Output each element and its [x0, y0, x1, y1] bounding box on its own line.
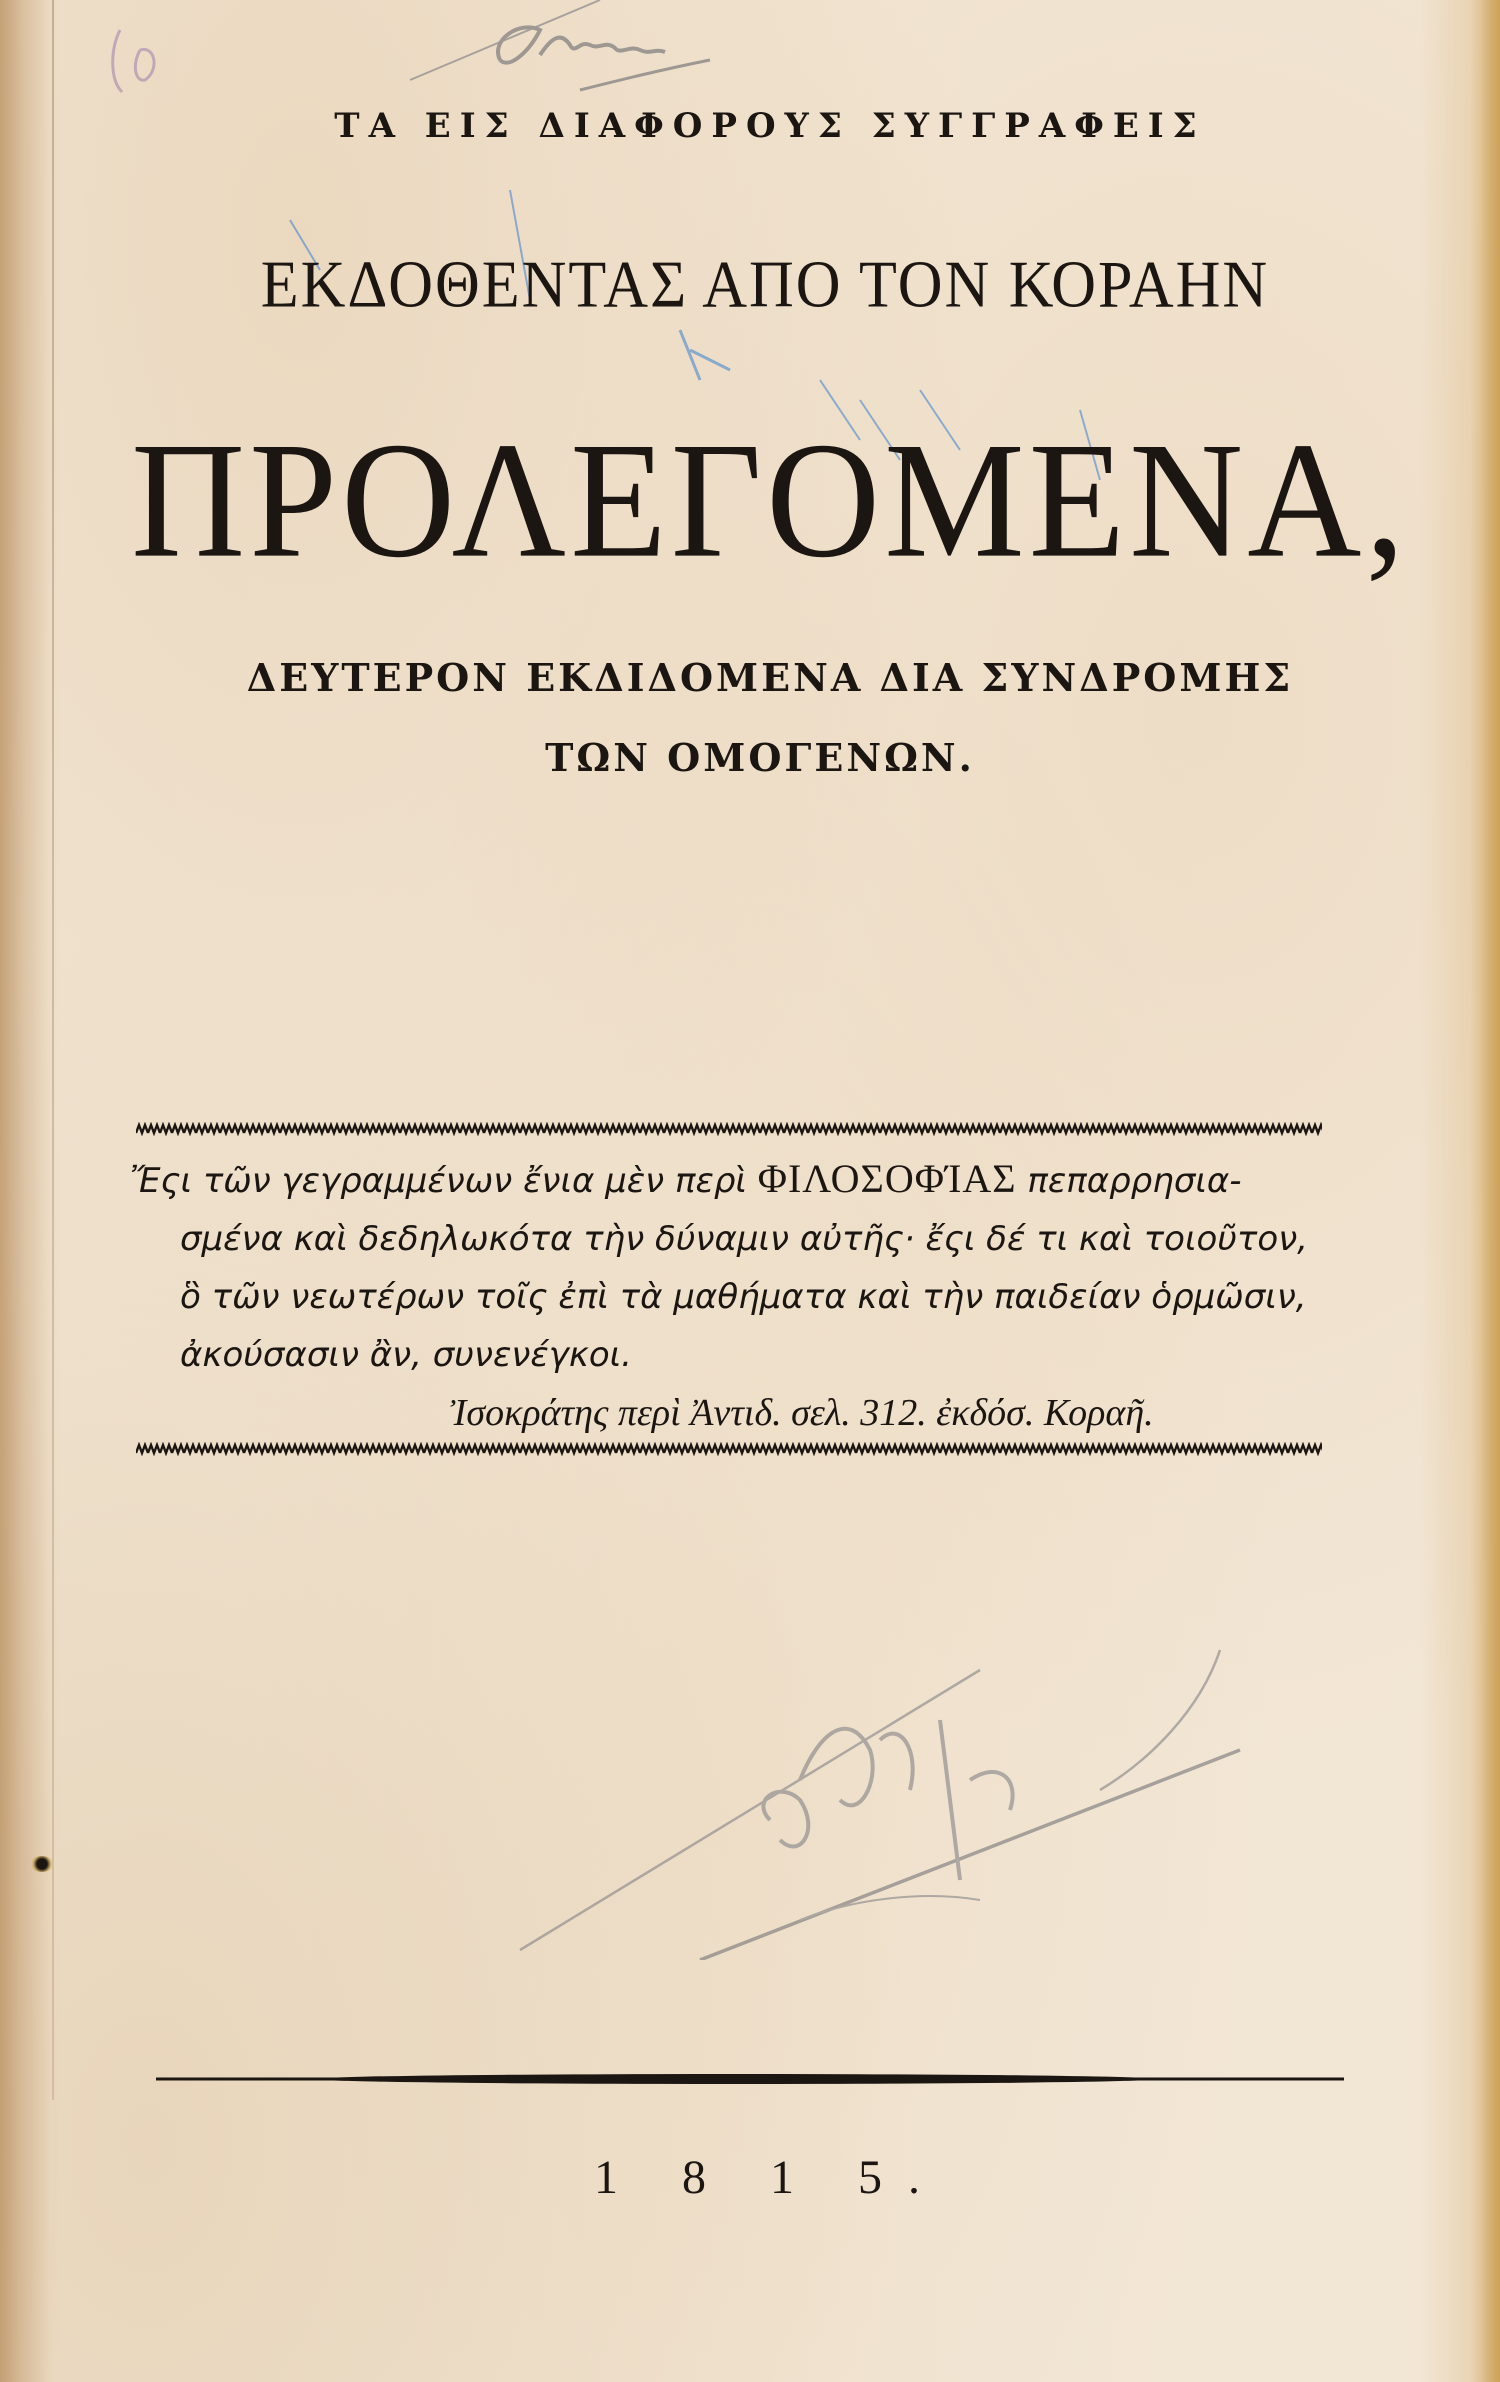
subtitle-line-2: ΤΩΝ ΟΜΟΓΕΝΩΝ. [545, 735, 975, 780]
pencil-signature-icon [380, 0, 900, 100]
violet-stamp-mark [100, 20, 180, 100]
epigraph [130, 1150, 1350, 1442]
left-edge-stain [0, 0, 50, 2382]
wavy-divider-bottom [136, 1442, 1322, 1456]
wavy-divider-top [136, 1122, 1322, 1136]
header-line: ΤΑ ΕΙΣ ΔΙΑΦΟΡΟΥΣ ΣΥΓΓΡΑΦΕΙΣ [334, 106, 1206, 146]
right-edge-stain [1470, 0, 1500, 2382]
epigraph-line-4: ἀκούσασιν ἂν, συνενέγκοι. [180, 1335, 632, 1375]
ink-spot [30, 1856, 54, 1872]
page-title: ΠΡΟΛΕΓΟΜΕΝΑ, [131, 408, 1409, 593]
epigraph-line-3: ὃ τῶν νεωτέρων τοῖς ἐπὶ τὰ μαθήματα καὶ τὴν παιδείαν ὁρμῶσιν, [180, 1277, 1307, 1317]
epigraph-line-2: σμένα καὶ δεδηλωκότα τὴν δύναμιν αὐτῆς· ἔςι δέ τι καὶ τοιοῦτον, [180, 1219, 1308, 1259]
epigraph-emphasis: ΦΙΛΟΣΟΦΊΑΣ [757, 1156, 1017, 1201]
imprint-rule [156, 2072, 1344, 2086]
subtitle-line-1: ΔΕΥΤΕΡΟΝ ΕΚΔΙΔΟΜΕΝΑ ΔΙΑ ΣΥΝΔΡΟΜΗΣ [246, 655, 1294, 700]
crossed-pencil-signature-icon [500, 1600, 1320, 1960]
editor-line: ΕΚΔΟΘΕΝΤΑΣ ΑΠΟ ΤΟΝ ΚΟΡΑΗΝ [260, 248, 1270, 322]
epigraph-line-1 [130, 1150, 1350, 1210]
epigraph-attribution: Ἰσοκράτης περὶ Ἀντιδ. σελ. 312. ἐκδόσ. Κοραῆ. [450, 1392, 1154, 1434]
epigraph-text: πεπαρρησια- [1016, 1161, 1242, 1201]
imprint-year: 1 8 1 5. [594, 2151, 946, 2204]
epigraph-text: Ἔςι τῶν γεγραμμένων ἔνια μὲν περὶ [130, 1161, 758, 1201]
